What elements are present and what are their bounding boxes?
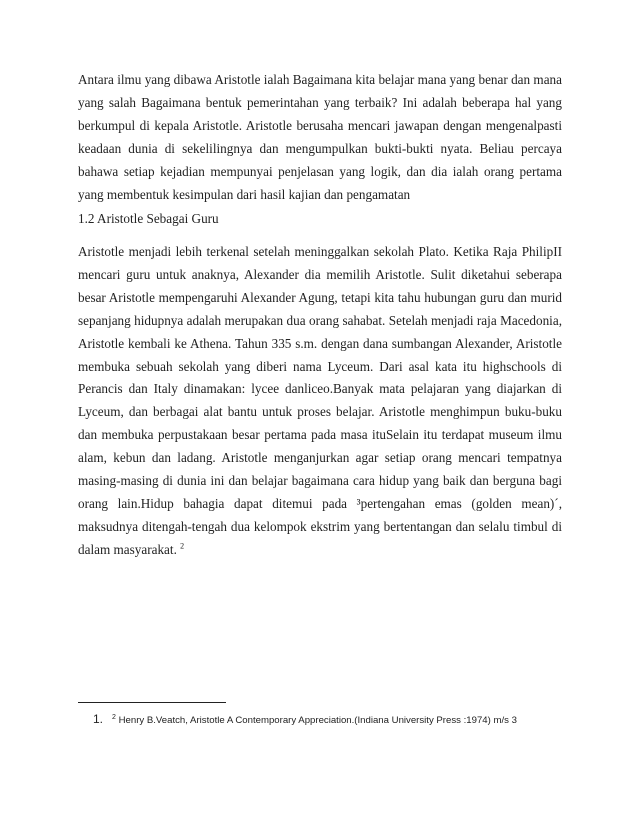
footnote-text: Henry B.Veatch, Aristotle A Contemporary Appreciation.(Indiana University Press :1974) m/s 3 [118, 715, 517, 726]
paragraph-body: Aristotle menjadi lebih terkenal setelah meninggalkan sekolah Plato. Ketika Raja PhilipII mencari guru untuk anaknya, Alexander dia memilih Aristotle. Sulit diketahui seberapa besar Aristotle mempengaruhi Alexander Agung, tetapi kita tahu hubungan guru dan murid sepanjang hidupnya adalah merupakan dua orang sahabat. Setelah menjadi raja Macedonia, Aristotle kembali ke Athena. Tahun 335 s.m. dengan dana sumbangan Alexander, Aristotle membuka sebuah sekolah yang diberi nama Lyceum. Dari asal kata itu highschools di Perancis dan Italy dinamakan: lycee danliceo.Banyak mata pelajaran yang diajarkan di Lyceum, dan berbagai alat bantu untuk proses belajar. Aristotle menghimpun buku-buku dan membuka perpustakaan besar pertama pada masa ituSelain itu terdapat museum ilmu alam, kebun dan ladang. Aristotle menganjurkan agar setiap orang mencari tempatnya masing-masing di dunia ini dan belajar bagaimana cara hidup yang baik dan berguna bagi orang lain.Hidup bahagia dapat ditemui pada ³pertengahan emas (golden mean)´, maksudnya ditengah-tengah dua kelompok ekstrim yang bertentangan dan selalu timbul di dalam masyarakat. [78, 244, 562, 557]
footnote-marker: 2 [112, 713, 116, 721]
footnote-list-number: 1. [93, 712, 104, 726]
footnote-separator [78, 702, 226, 703]
paragraph-intro: Antara ilmu yang dibawa Aristotle ialah Bagaimana kita belajar mana yang benar dan mana yang salah Bagaimana bentuk pemerintahan yang terbaik? Ini adalah beberapa hal yang berkumpul di kepala Aristotle. Aristotle berusaha mencari jawapan dengan mengenalpasti keadaan dunia di sekelilingnya dan mengumpulkan bukti-bukti nyata. Beliau percaya bahawa setiap kejadian mempunyai penjelasan yang logik, dan dia ialah orang pertama yang membentuk kesimpulan dari hasil kajian dan pengamatan [78, 72, 562, 202]
footnote [93, 712, 517, 726]
section-heading: 1.2 Aristotle Sebagai Guru [78, 211, 219, 226]
footnote-reference: 2 [180, 541, 185, 551]
paragraph-aristotle-teacher [78, 241, 562, 562]
